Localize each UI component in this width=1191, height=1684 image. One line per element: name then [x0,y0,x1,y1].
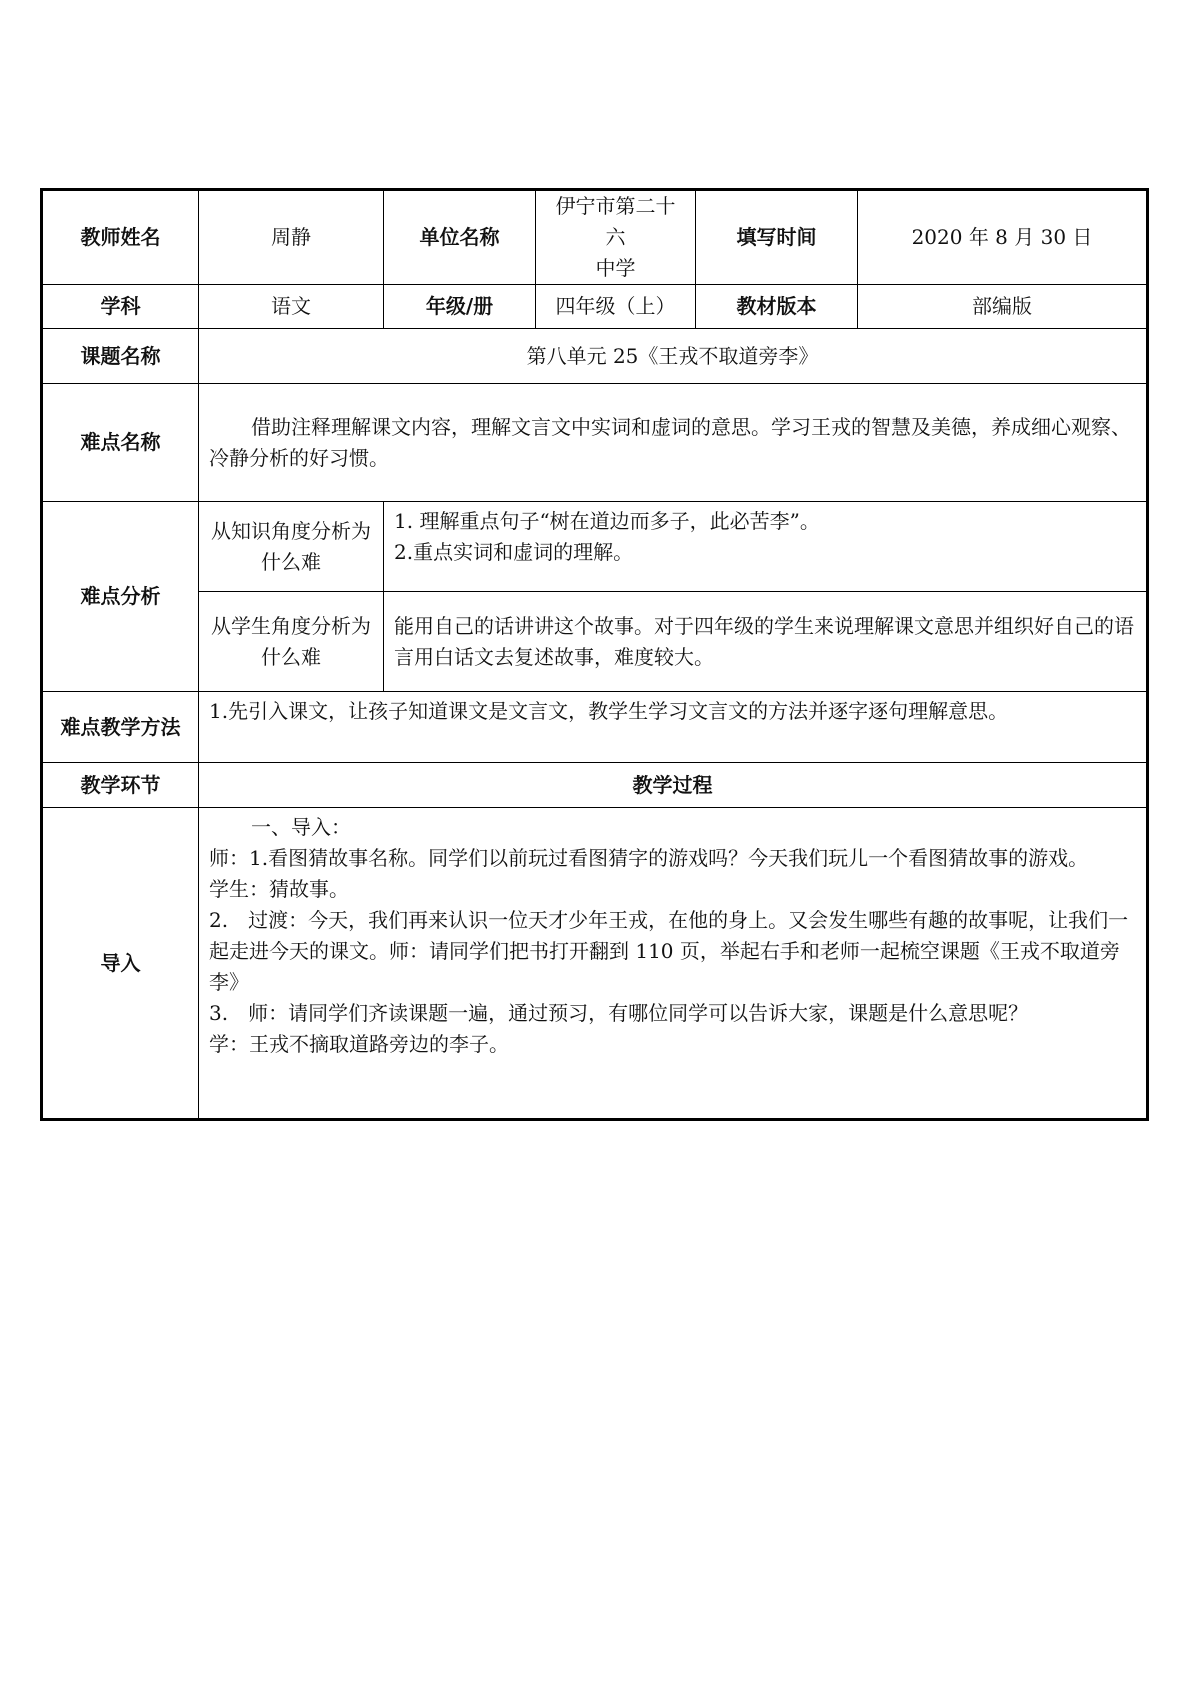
unit-label: 单位名称 [384,190,536,285]
student-angle-label: 从学生角度分析为什么难 [199,592,384,692]
intro-line-2: 师：1.看图猜故事名称。同学们以前玩过看图猜字的游戏吗？今天我们玩儿一个看图猜故事的游戏。 [209,846,1089,870]
row-difficulty [42,384,1148,502]
unit-name-line1: 伊宁市第二十六 [555,194,676,249]
lesson-plan-table [40,188,1149,1121]
intro-line-3: 学生：猜故事。 [209,877,349,901]
row-teacher [42,190,1148,285]
intro-line-5: 3. 师：请同学们齐读课题一遍，通过预习，有哪位同学可以告诉大家，课题是什么意思呢？ [209,1001,1029,1025]
subject-value: 语文 [199,285,384,329]
grade-value: 四年级（上） [536,285,696,329]
knowledge-point-2: 2.重点实词和虚词的理解。 [394,540,634,564]
topic-label: 课题名称 [42,329,199,384]
fill-date: 2020 年 8 月 30 日 [858,190,1148,285]
method-text: 1.先引入课文，让孩子知道课文是文言文，教学生学习文言文的方法并逐字逐句理解意思。 [199,692,1148,763]
intro-label: 导入 [42,808,199,1120]
row-method [42,692,1148,763]
row-subject [42,285,1148,329]
intro-content [199,808,1148,1120]
intro-line-6: 学：王戎不摘取道路旁边的李子。 [209,1032,509,1056]
date-label: 填写时间 [696,190,858,285]
difficulty-text: 借助注释理解课文内容，理解文言文中实词和虚词的意思。学习王戎的智慧及美德，养成细心观察、冷静分析的好习惯。 [199,384,1148,502]
method-label: 难点教学方法 [42,692,199,763]
knowledge-angle-label: 从知识角度分析为什么难 [199,502,384,592]
edition-label: 教材版本 [696,285,858,329]
process-content-header: 教学过程 [199,763,1148,808]
intro-line-1: 一、导入： [251,815,351,839]
teacher-name: 周静 [199,190,384,285]
row-analysis-student [42,592,1148,692]
row-intro [42,808,1148,1120]
knowledge-point-1: 1. 理解重点句子“树在道边而多子，此必苦李”。 [394,509,820,533]
edition-value: 部编版 [858,285,1148,329]
grade-label: 年级/册 [384,285,536,329]
subject-label: 学科 [42,285,199,329]
intro-line-4: 2. 过渡：今天，我们再来认识一位天才少年王戎，在他的身上。又会发生哪些有趣的故事呢，让我们一起走进今天的课文。师：请同学们把书打开翻到 110 页，举起右手和老师一起梳空课题《王戎不取道旁李》 [209,908,1129,994]
unit-name [536,190,696,285]
teacher-label: 教师姓名 [42,190,199,285]
student-angle-text: 能用自己的话讲讲这个故事。对于四年级的学生来说理解课文意思并组织好自己的语言用白话文去复述故事，难度较大。 [384,592,1148,692]
analysis-label: 难点分析 [42,502,199,692]
row-analysis-knowledge [42,502,1148,592]
process-step-header: 教学环节 [42,763,199,808]
row-process-header [42,763,1148,808]
row-topic [42,329,1148,384]
topic-value: 第八单元 25《王戎不取道旁李》 [199,329,1148,384]
unit-name-line2: 中学 [595,256,636,280]
difficulty-label: 难点名称 [42,384,199,502]
knowledge-angle-text [384,502,1148,592]
